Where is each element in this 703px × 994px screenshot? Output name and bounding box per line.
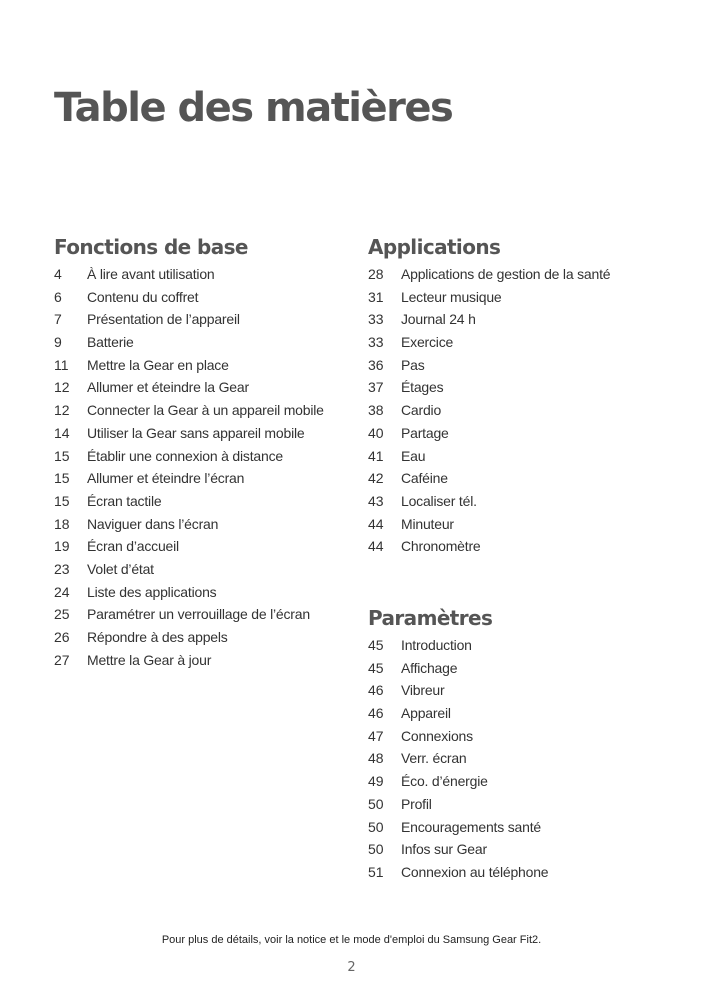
toc-entry[interactable]: [368, 816, 668, 839]
toc-entry-title: Exercice: [401, 334, 454, 351]
toc-page-number: 47: [368, 727, 384, 744]
toc-page-number: 12: [54, 379, 70, 396]
toc-entry[interactable]: [54, 603, 344, 626]
toc-entry-title: Cardio: [401, 402, 442, 419]
toc-page-number: 15: [54, 492, 70, 509]
toc-page-number: 31: [368, 288, 384, 305]
toc-entry-title: Écran d’accueil: [87, 538, 179, 555]
toc-page-number: 41: [368, 447, 384, 464]
toc-entry-title: Paramétrer un verrouillage de l’écran: [87, 606, 310, 623]
toc-entry[interactable]: [368, 467, 668, 490]
toc-page-number: 45: [368, 659, 384, 676]
toc-entry[interactable]: [54, 535, 344, 558]
toc-entry-title: Naviguer dans l’écran: [87, 515, 219, 532]
toc-entry-title: Étages: [401, 379, 444, 396]
toc-page-number: 24: [54, 583, 70, 600]
toc-entry[interactable]: [368, 399, 668, 422]
toc-page-number: 15: [54, 447, 70, 464]
section-parametres: [368, 604, 668, 884]
section-fonctions-de-base: [54, 233, 344, 671]
toc-page-number: 46: [368, 705, 384, 722]
toc-page-number: 49: [368, 773, 384, 790]
toc-entry-title: Connexion au téléphone: [401, 863, 549, 880]
toc-entry[interactable]: [368, 770, 668, 793]
section-heading: Fonctions de base: [54, 235, 248, 259]
toc-page-number: 50: [368, 795, 384, 812]
toc-entry[interactable]: [368, 286, 668, 309]
toc-entry[interactable]: [54, 263, 344, 286]
toc-entry[interactable]: [54, 376, 344, 399]
toc-entry-title: Répondre à des appels: [87, 629, 228, 645]
toc-entry[interactable]: [368, 679, 668, 702]
toc-entry-title: Pas: [401, 356, 425, 373]
toc-entry-title: Lecteur musique: [401, 288, 502, 305]
toc-entry-title: Allumer et éteindre la Gear: [87, 379, 249, 396]
page-number: 2: [347, 960, 356, 975]
section-applications: [368, 233, 668, 558]
toc-entry-title: Connecter la Gear à un appareil mobile: [87, 402, 324, 419]
toc-entry[interactable]: [54, 331, 344, 354]
toc-page-number: 27: [54, 651, 70, 668]
toc-list: [368, 263, 668, 558]
toc-entry[interactable]: [368, 838, 668, 861]
toc-entry-title: Journal 24 h: [401, 311, 476, 328]
toc-entry[interactable]: [54, 490, 344, 513]
toc-entry-title: Encouragements santé: [401, 818, 541, 835]
toc-entry-title: Introduction: [401, 637, 472, 653]
toc-page-number: 14: [54, 424, 70, 441]
toc-entry-title: Éco. d’énergie: [401, 773, 488, 790]
toc-entry-title: Partage: [401, 424, 449, 441]
toc-entry-title: Batterie: [87, 334, 134, 351]
toc-entry[interactable]: [368, 861, 668, 884]
toc-page-number: 25: [54, 606, 70, 623]
toc-list: [368, 634, 668, 884]
toc-entry-title: Volet d’état: [87, 560, 154, 577]
toc-entry[interactable]: [54, 286, 344, 309]
toc-page-number: 44: [368, 538, 384, 555]
toc-page-number: 37: [368, 379, 384, 396]
toc-entry-title: Vibreur: [401, 682, 445, 699]
toc-entry[interactable]: [54, 354, 344, 377]
toc-entry-title: Mettre la Gear à jour: [87, 651, 212, 668]
toc-page-number: 11: [54, 356, 69, 373]
section-heading: Applications: [368, 235, 501, 259]
toc-page-number: 36: [368, 356, 384, 373]
toc-entry-title: Connexions: [401, 727, 473, 744]
toc-entry-title: Profil: [401, 795, 432, 812]
toc-entry-title: Écran tactile: [87, 492, 162, 509]
toc-page-number: 23: [54, 560, 70, 577]
toc-page-number: 43: [368, 492, 384, 509]
toc-entry[interactable]: [368, 422, 668, 445]
toc-entry-title: Utiliser la Gear sans appareil mobile: [87, 424, 305, 441]
toc-page-number: 50: [368, 841, 384, 858]
toc-entry[interactable]: [54, 467, 344, 490]
toc-page-number: 51: [368, 863, 384, 880]
toc-page-number: 28: [368, 266, 384, 282]
toc-page-number: 15: [54, 470, 70, 487]
toc-page-number: 9: [54, 334, 62, 351]
toc-page-number: 40: [368, 424, 384, 441]
toc-entry-title: Présentation de l’appareil: [87, 311, 240, 328]
toc-entry[interactable]: [54, 445, 344, 468]
toc-entry[interactable]: [368, 308, 668, 331]
section-heading: Paramètres: [368, 606, 493, 630]
toc-page-number: 12: [54, 402, 70, 419]
toc-entry[interactable]: [368, 263, 668, 286]
toc-entry-title: À lire avant utilisation: [87, 266, 215, 282]
toc-page-number: 26: [54, 629, 70, 645]
toc-entry-title: Liste des applications: [87, 583, 217, 600]
toc-entry-title: Eau: [401, 447, 426, 464]
toc-page-number: 33: [368, 311, 384, 328]
toc-entry[interactable]: [368, 725, 668, 748]
toc-page-number: 44: [368, 515, 384, 532]
page-title: Table des matières: [54, 85, 453, 131]
toc-page-number: 33: [368, 334, 384, 351]
toc-page-number: 18: [54, 515, 70, 532]
toc-entry-title: Chronomètre: [401, 538, 481, 555]
toc-entry[interactable]: [368, 702, 668, 725]
toc-entry[interactable]: [368, 354, 668, 377]
toc-page-number: 6: [54, 288, 62, 305]
toc-entry[interactable]: [368, 445, 668, 468]
toc-entry-title: Minuteur: [401, 515, 454, 532]
toc-entry-title: Contenu du coffret: [87, 288, 199, 305]
toc-entry[interactable]: [368, 535, 668, 558]
toc-list: [54, 263, 344, 671]
toc-entry-title: Établir une connexion à distance: [87, 447, 283, 464]
toc-entry-title: Affichage: [401, 659, 458, 676]
toc-entry[interactable]: [54, 581, 344, 604]
toc-entry[interactable]: [54, 649, 344, 672]
toc-entry[interactable]: [368, 490, 668, 513]
toc-page-number: 48: [368, 750, 384, 767]
toc-entry-title: Localiser tél.: [401, 492, 477, 509]
toc-entry[interactable]: [54, 626, 344, 649]
toc-entry[interactable]: [54, 308, 344, 331]
toc-entry[interactable]: [368, 376, 668, 399]
toc-entry-title: Appareil: [401, 705, 451, 722]
toc-entry[interactable]: [54, 422, 344, 445]
toc-entry[interactable]: [368, 634, 668, 657]
toc-page-number: 46: [368, 682, 384, 699]
toc-page-number: 7: [54, 311, 62, 328]
toc-entry-title: Infos sur Gear: [401, 841, 487, 858]
toc-page-number: 38: [368, 402, 384, 419]
toc-entry-title: Mettre la Gear en place: [87, 356, 229, 373]
toc-entry-title: Verr. écran: [401, 750, 467, 767]
toc-page-number: 45: [368, 637, 384, 653]
toc-entry-title: Applications de gestion de la santé: [401, 266, 611, 282]
toc-page-number: 42: [368, 470, 384, 487]
toc-entry[interactable]: [368, 747, 668, 770]
toc-page-number: 19: [54, 538, 70, 555]
toc-entry[interactable]: [368, 331, 668, 354]
toc-page-number: 4: [54, 266, 62, 282]
toc-entry-title: Allumer et éteindre l’écran: [87, 470, 245, 487]
toc-entry[interactable]: [368, 793, 668, 816]
toc-entry[interactable]: [368, 657, 668, 680]
toc-entry[interactable]: [368, 513, 668, 536]
footer-note: Pour plus de détails, voir la notice et le mode d'emploi du Samsung Gear Fit2.: [161, 934, 542, 946]
toc-page-number: 50: [368, 818, 384, 835]
toc-entry-title: Caféine: [401, 470, 448, 487]
toc-entry[interactable]: [54, 513, 344, 536]
toc-entry[interactable]: [54, 558, 344, 581]
toc-entry[interactable]: [54, 399, 344, 422]
